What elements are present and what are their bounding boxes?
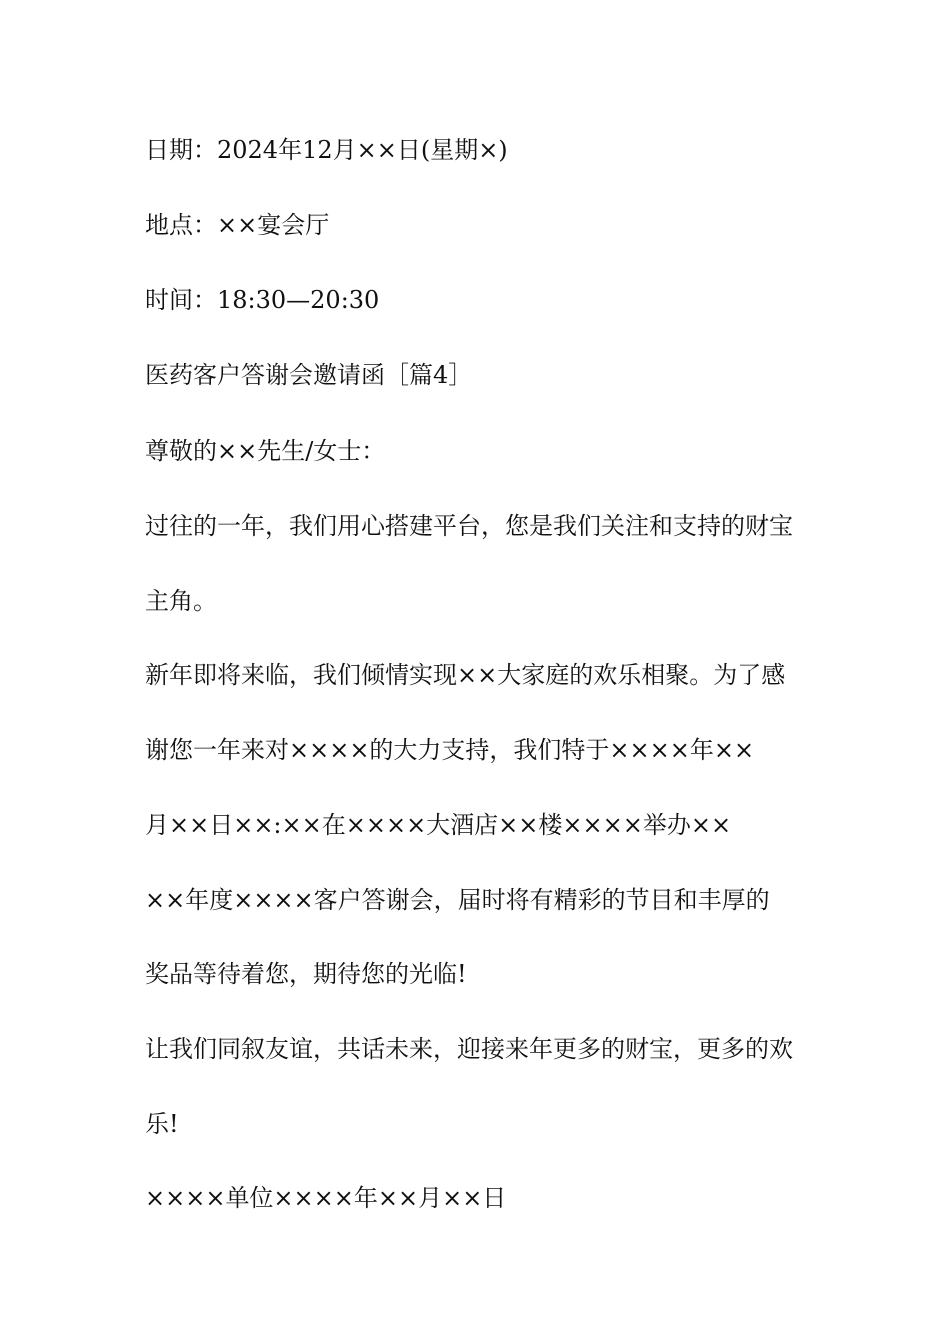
body-paragraph-line: ××年度××××客户答谢会，届时将有精彩的节目和丰厚的 (145, 886, 770, 914)
body-paragraph-line: 过往的一年，我们用心搭建平台，您是我们关注和支持的财宝 (145, 512, 793, 540)
body-paragraph-line: 奖品等待着您，期待您的光临! (145, 960, 467, 988)
signature-line: ××××单位××××年××月××日 (145, 1184, 507, 1212)
body-paragraph-line: 谢您一年来对××××的大力支持，我们特于××××年×× (145, 736, 755, 764)
section-heading: 医药客户答谢会邀请函［篇4］ (145, 361, 473, 389)
event-date: 日期：2024年12月××日(星期×) (145, 136, 508, 164)
body-paragraph-line: 月××日××:××在××××大酒店××楼××××举办×× (145, 811, 732, 839)
event-time: 时间：18:30—20:30 (145, 286, 380, 314)
body-paragraph-line: 主角。 (145, 587, 217, 615)
salutation: 尊敬的××先生/女士： (145, 437, 386, 465)
body-paragraph-line: 乐! (145, 1110, 179, 1138)
body-paragraph-line: 让我们同叙友谊，共话未来，迎接来年更多的财宝，更多的欢 (145, 1035, 793, 1063)
body-paragraph-line: 新年即将来临，我们倾情实现××大家庭的欢乐相聚。为了感 (145, 661, 786, 689)
event-location: 地点：××宴会厅 (145, 211, 330, 239)
